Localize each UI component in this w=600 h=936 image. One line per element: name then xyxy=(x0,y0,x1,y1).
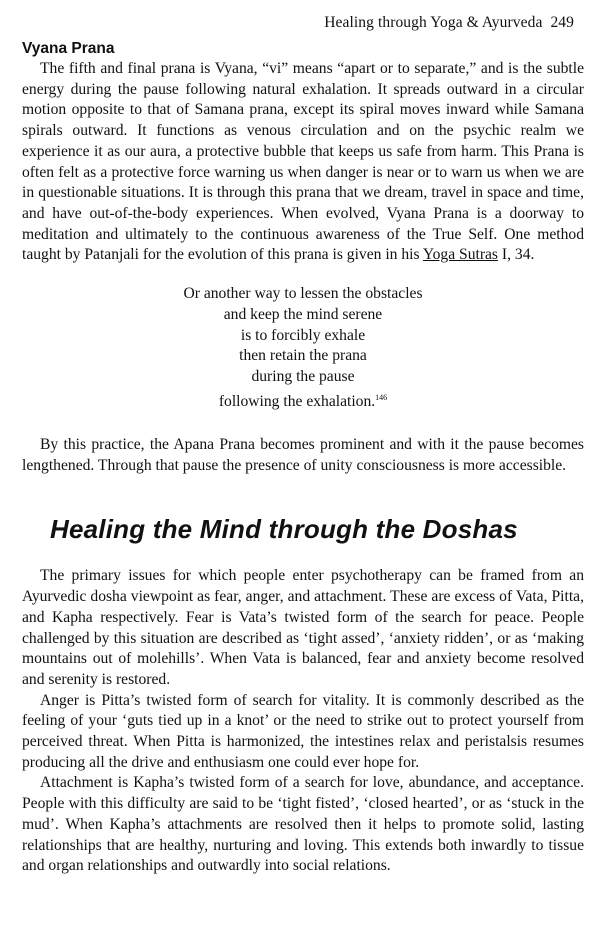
section-heading-vyana-prana: Vyana Prana xyxy=(22,40,115,57)
paragraph: Anger is Pitta’s twisted form of search for vitality. It is commonly described as the feeling of your ‘guts tied up in a knot’ or the need to strike out to protect yourself from perceived threat. When Pitta is harmonized, the intestines relax and peristalsis resumes producing all the drive and enthusiasm one could ever hope for. xyxy=(22,691,584,771)
running-header xyxy=(324,14,574,32)
verse-line: is to forcibly exhale xyxy=(240,326,366,344)
verse-line: then retain the prana xyxy=(239,347,367,365)
verse-line: during the pause xyxy=(251,368,355,386)
paragraph-text: The fifth and final prana is Vyana, “vi” means “apart or to separate,” and is the subtle energy during the pause following natural exhalation. It spreads outward in a circular motion opposite to that of Samana prana, except its spiral moves inward while Samana spirals outward. It functions as venous circulation and on the psychic realm we experience it as our aura, a protective bubble that keeps us safe from harm. This Prana is often felt as a protective force warning us when danger is near or to warn us when we are in questionable situations. It is through this prana that we dream, travel in space and time, and have out-of-the-body experiences. When evolved, Vyana Prana is a doorway to meditation and ultimately to the continuous awareness of the True Self. One method taught by Patanjali for the evolution of this prana is given in his xyxy=(22,60,584,264)
chapter-section-heading: Healing the Mind through the Doshas xyxy=(50,514,518,545)
quoted-verse xyxy=(22,284,584,413)
book-title: Yoga Sutras xyxy=(422,246,499,264)
running-title: Healing through Yoga & Ayurveda xyxy=(324,14,543,31)
verse-line-last xyxy=(22,388,584,413)
paragraph xyxy=(22,59,584,266)
verse-line: Or another way to lessen the obstacles xyxy=(183,285,423,303)
page-number: 249 xyxy=(550,14,574,31)
verse-line: and keep the mind serene xyxy=(223,305,383,323)
citation: I, 34. xyxy=(501,246,535,264)
paragraph: By this practice, the Apana Prana becomes prominent and with it the pause becomes lengthened. Through that pause the presence of unity consciousness is more accessible. xyxy=(22,436,584,474)
footnote-reference: 146 xyxy=(375,393,388,403)
page-body xyxy=(22,40,584,877)
verse-line-text: following the exhalation. xyxy=(218,393,376,411)
paragraph: The primary issues for which people enter psychotherapy can be framed from an Ayurvedic dosha viewpoint as fear, anger, and attachment. These are excess of Vata, Pitta, and Kapha respectively. Fear is Vata’s twisted form of the search for peace. People challenged by this situation are described as ‘tight assed’, ‘anxiety ridden’, or as ‘making mountains out of molehills’. When Vata is balanced, fear and anxiety become resolved and serenity is restored. xyxy=(22,567,584,688)
paragraph: Attachment is Kapha’s twisted form of a search for love, abundance, and acceptance. People with this difficulty are said to be ‘tight fisted’, ‘closed hearted’, or as ‘stuck in the mud’. When Kapha’s attachments are resolved then it helps to promote solid, lasting relationships that are healthy, nurturing and loving. This extends both inwardly to tissue and organ relationships and outwardly into social relations. xyxy=(22,774,584,875)
